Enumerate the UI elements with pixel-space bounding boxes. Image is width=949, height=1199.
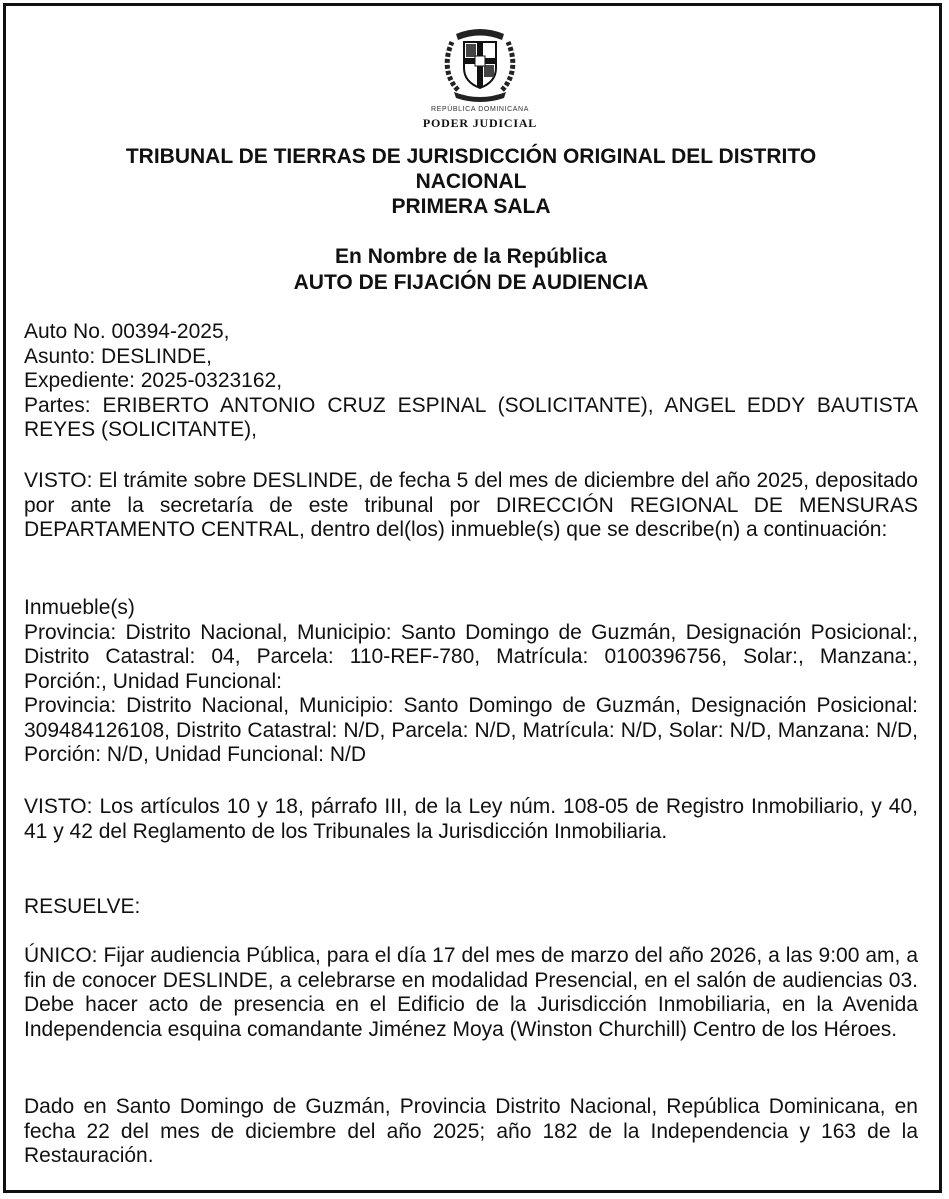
resuelve-label: RESUELVE: (24, 895, 141, 918)
property-section (24, 596, 918, 768)
court-header (24, 144, 918, 220)
document-heading (24, 244, 918, 296)
case-subject: Asunto: DESLINDE, (24, 344, 212, 368)
case-parties: Partes: ERIBERTO ANTONIO CRUZ ESPINAL (SOLICITANTE), ANGEL EDDY BAUTISTA REYES (SOLICITANTE), (24, 393, 918, 441)
chamber-name: PRIMERA SALA (391, 195, 551, 218)
visto-legal-text: VISTO: Los artículos 10 y 18, párrafo III, de la Ley núm. 108-05 de Registro Inmobiliario, y 40, 41 y 42 del Reglamento de los Tribunales la Jurisdicción Inmobiliaria. (24, 795, 918, 843)
dado-text: Dado en Santo Domingo de Guzmán, Provincia Distrito Nacional, República Dominicana, en fecha 22 del mes de diciembre del año 2025; año 182 de la Independencia y 163 de la Restauración. (24, 1095, 918, 1167)
resolution-unico (24, 944, 918, 1042)
resolution-heading (24, 895, 918, 920)
judicial-seal (420, 20, 540, 132)
case-details (24, 320, 918, 443)
property-item: Provincia: Distrito Nacional, Municipio: Santo Domingo de Guzmán, Designación Posicional: 309484126108, Distrito Catastral: N/D, Parcela: N/D, Matrícula: N/D, Solar: N/D, Manzana: N/D, Porción: N/D, Unidad Funcional: N/D (24, 694, 918, 766)
visto-tramite (24, 469, 918, 543)
case-file-number: Expediente: 2025-0323162, (24, 369, 283, 392)
auto-number: Auto No. 00394-2025, (24, 320, 230, 343)
coat-of-arms-icon (438, 20, 522, 104)
document-type: AUTO DE FIJACIÓN DE AUDIENCIA (293, 271, 649, 294)
court-name-line1: TRIBUNAL DE TIERRAS DE JURISDICCIÓN ORIGINAL DEL DISTRITO (125, 145, 817, 168)
visto-legal (24, 795, 918, 844)
closing-statement (24, 1095, 918, 1169)
unico-text: ÚNICO: Fijar audiencia Pública, para el día 17 del mes de marzo del año 2026, a las 9:00 am, a fin de conocer DESLINDE, a celebrarse en modalidad Presencial, en el salón de audiencias 03. Debe hacer acto de presencia en el Edificio de la Jurisdicción Inmobiliaria, en la Avenida Independencia esquina comandante Jiménez Moya (Winston Churchill) Centro de los Héroes. (24, 944, 918, 1041)
property-heading: Inmueble(s) (24, 596, 135, 619)
visto-tramite-text: VISTO: El trámite sobre DESLINDE, de fecha 5 del mes de diciembre del año 2025, depositado por ante la secretaría de este tribunal por DIRECCIÓN REGIONAL DE MENSURAS DEPARTAMENTO CENTRAL, dentro del(los) inmueble(s) que se describe(n) a continuación: (24, 469, 918, 541)
seal-country: REPÚBLICA DOMINICANA (431, 106, 529, 113)
court-name-line2: NACIONAL (415, 170, 527, 193)
seal-institution: PODER JUDICIAL (422, 116, 538, 130)
property-item: Provincia: Distrito Nacional, Municipio: Santo Domingo de Guzmán, Designación Posicional:, Distrito Catastral: 04, Parcela: 110-REF-780, Matrícula: 0100396756, Solar:, Manzana:, Porción:, Unidad Funcional: (24, 620, 918, 693)
invocation: En Nombre de la República (335, 245, 607, 268)
